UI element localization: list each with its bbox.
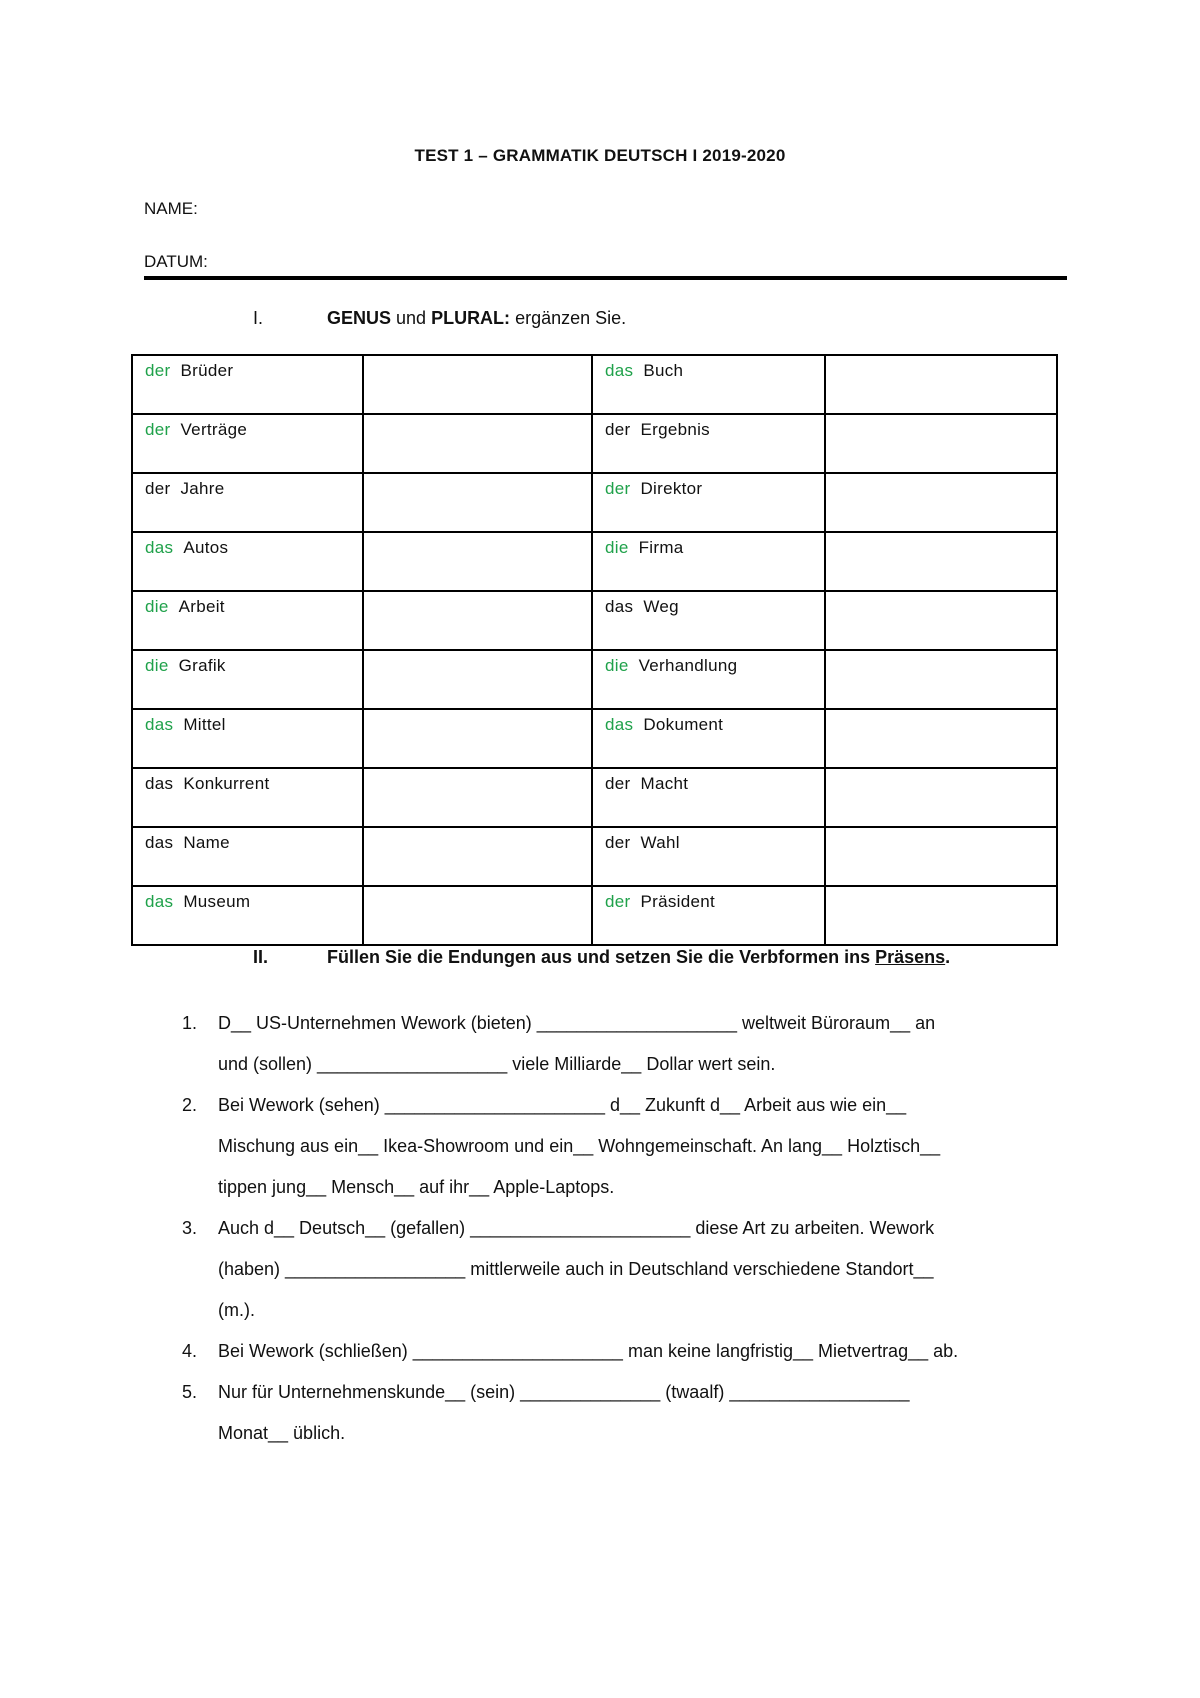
noun: Dokument: [643, 715, 724, 734]
noun-cell: [132, 414, 363, 473]
answer-cell[interactable]: [825, 414, 1057, 473]
article: der: [605, 774, 631, 793]
article: die: [605, 656, 629, 675]
noun: Präsident: [640, 892, 716, 911]
exercise-number: 1.: [182, 1013, 198, 1033]
genus-plural-table: [131, 354, 1058, 946]
noun-cell: [592, 886, 825, 945]
exercise-line: (m.).: [218, 1300, 255, 1320]
article: der: [145, 420, 171, 439]
article: das: [605, 361, 634, 380]
name-label: NAME:: [144, 199, 198, 218]
article: das: [145, 774, 174, 793]
header-divider: [144, 276, 1067, 280]
article: der: [145, 361, 171, 380]
noun: Macht: [640, 774, 689, 793]
article: das: [145, 833, 174, 852]
section-instruction: GENUS und PLURAL: ergänzen Sie.: [327, 308, 627, 328]
section-number: II.: [253, 947, 269, 967]
exercise-number: 3.: [182, 1218, 198, 1238]
answer-cell[interactable]: [363, 768, 592, 827]
noun: Name: [183, 833, 230, 852]
noun: Ergebnis: [640, 420, 710, 439]
answer-cell[interactable]: [363, 355, 592, 414]
underlined-word: Präsens: [875, 947, 946, 967]
noun-cell: [132, 355, 363, 414]
noun-cell: [132, 532, 363, 591]
answer-cell[interactable]: [825, 650, 1057, 709]
answer-cell[interactable]: [825, 768, 1057, 827]
exercise-item: [170, 1003, 1070, 1085]
exercise-line: und (sollen) ___________________ viele Milliarde__ Dollar wert sein.: [218, 1054, 776, 1074]
noun-cell: [592, 768, 825, 827]
noun-cell: [592, 591, 825, 650]
table-row: [132, 709, 1057, 768]
answer-cell[interactable]: [363, 591, 592, 650]
noun: Buch: [643, 361, 684, 380]
exercise-number: 5.: [182, 1382, 198, 1402]
answer-cell[interactable]: [363, 473, 592, 532]
noun: Mittel: [183, 715, 226, 734]
article: die: [145, 597, 169, 616]
noun-cell: [592, 650, 825, 709]
noun: Verträge: [180, 420, 248, 439]
noun-cell: [132, 709, 363, 768]
noun-cell: [592, 532, 825, 591]
document-title: TEST 1 – GRAMMATIK DEUTSCH I 2019-2020: [414, 146, 786, 165]
table-row: [132, 591, 1057, 650]
article: der: [605, 833, 631, 852]
exercise-number: 2.: [182, 1095, 198, 1115]
article: das: [145, 715, 174, 734]
exercise-line: tippen jung__ Mensch__ auf ihr__ Apple-Laptops.: [218, 1177, 615, 1197]
exercise-item: [170, 1208, 1070, 1331]
exercise-line: Mischung aus ein__ Ikea-Showroom und ein__ Wohngemeinschaft. An lang__ Holztisch__: [218, 1136, 941, 1156]
answer-cell[interactable]: [363, 414, 592, 473]
table-row: [132, 886, 1057, 945]
noun-cell: [132, 591, 363, 650]
exercise-line: D__ US-Unternehmen Wework (bieten) ____________________ weltweit Büroraum__ an: [218, 1013, 936, 1033]
table-row: [132, 355, 1057, 414]
answer-cell[interactable]: [363, 650, 592, 709]
noun-cell: [132, 768, 363, 827]
exercise-number: 4.: [182, 1341, 198, 1361]
answer-cell[interactable]: [825, 355, 1057, 414]
noun: Arbeit: [178, 597, 225, 616]
noun-cell: [592, 827, 825, 886]
exercise-item: [170, 1085, 1070, 1208]
article: das: [145, 892, 174, 911]
exercise-line: Auch d__ Deutsch__ (gefallen) ______________________ diese Art zu arbeiten. Wework: [218, 1218, 935, 1238]
noun: Firma: [638, 538, 684, 557]
noun-cell: [592, 414, 825, 473]
article: die: [605, 538, 629, 557]
noun-cell: [132, 827, 363, 886]
answer-cell[interactable]: [825, 591, 1057, 650]
noun-cell: [132, 473, 363, 532]
noun: Brüder: [180, 361, 234, 380]
exercise-line: Bei Wework (schließen) _____________________ man keine langfristig__ Mietvertrag__ ab.: [218, 1341, 959, 1361]
noun: Autos: [183, 538, 229, 557]
answer-cell[interactable]: [825, 709, 1057, 768]
noun-cell: [592, 709, 825, 768]
exercise-item: [170, 1331, 1070, 1372]
table-row: [132, 532, 1057, 591]
article: das: [145, 538, 174, 557]
exercise-line: Monat__ üblich.: [218, 1423, 346, 1443]
answer-cell[interactable]: [825, 473, 1057, 532]
article: der: [145, 479, 171, 498]
table-row: [132, 473, 1057, 532]
answer-cell[interactable]: [363, 709, 592, 768]
answer-cell[interactable]: [363, 532, 592, 591]
noun: Grafik: [178, 656, 226, 675]
exercise-item: [170, 1372, 1070, 1454]
answer-cell[interactable]: [363, 827, 592, 886]
table-row: [132, 827, 1057, 886]
article: das: [605, 597, 634, 616]
noun-cell: [132, 886, 363, 945]
section-instruction: Füllen Sie die Endungen aus und setzen Sie die Verbformen ins Präsens.: [327, 947, 951, 967]
noun: Verhandlung: [638, 656, 738, 675]
article: der: [605, 892, 631, 911]
article: der: [605, 479, 631, 498]
noun: Weg: [643, 597, 679, 616]
section-number: I.: [253, 308, 264, 328]
noun: Museum: [183, 892, 251, 911]
article: das: [605, 715, 634, 734]
noun: Jahre: [180, 479, 225, 498]
answer-cell[interactable]: [363, 886, 592, 945]
noun: Wahl: [640, 833, 680, 852]
exercise-line: Nur für Unternehmenskunde__ (sein) ______________ (twaalf) __________________: [218, 1382, 910, 1402]
date-label: DATUM:: [144, 252, 208, 271]
noun-cell: [592, 473, 825, 532]
noun: Konkurrent: [183, 774, 270, 793]
exercise-line: (haben) __________________ mittlerweile auch in Deutschland verschiedene Standort__: [218, 1259, 934, 1279]
exercise-line: Bei Wework (sehen) ______________________ d__ Zukunft d__ Arbeit aus wie ein__: [218, 1095, 907, 1115]
noun-cell: [592, 355, 825, 414]
table-row: [132, 414, 1057, 473]
answer-cell[interactable]: [825, 827, 1057, 886]
noun: Direktor: [640, 479, 703, 498]
table-row: [132, 650, 1057, 709]
exercise-list: [170, 1003, 1070, 1454]
noun-cell: [132, 650, 363, 709]
answer-cell[interactable]: [825, 532, 1057, 591]
answer-cell[interactable]: [825, 886, 1057, 945]
article: der: [605, 420, 631, 439]
article: die: [145, 656, 169, 675]
table-row: [132, 768, 1057, 827]
